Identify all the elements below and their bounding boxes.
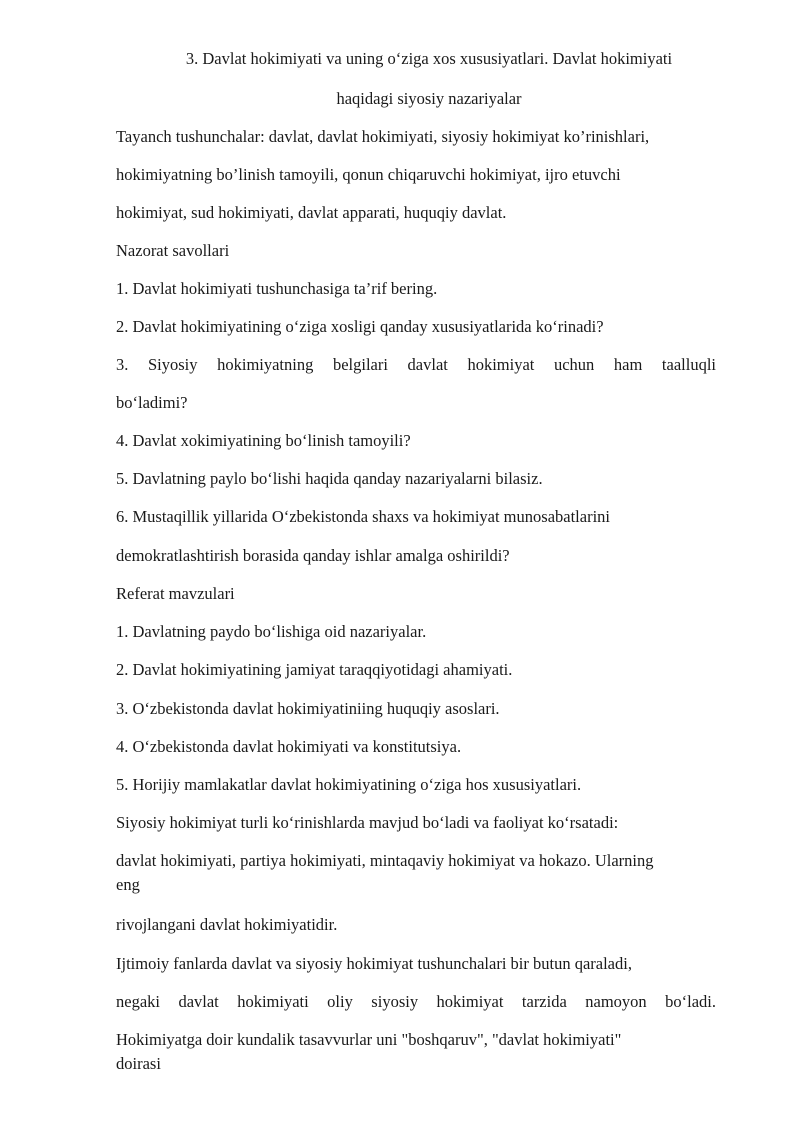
question-item: 5. Davlatning paylo bo‘lishi haqida qanday nazariyalarni bilasiz. [116,469,543,488]
body-paragraph-2-line: doirasi [116,1054,161,1073]
body-paragraph-2-line: Ijtimoiy fanlarda davlat va siyosiy hokimiyat tushunchalari bir butun qaraladi, [116,954,632,973]
question-item: 6. Mustaqillik yillarida O‘zbekistonda shaxs va hokimiyat munosabatlarini [116,507,610,526]
question-item-continuation: demokratlashtirish borasida qanday ishlar amalga oshirildi? [116,546,510,565]
essay-item: 1. Davlatning paydo bo‘lishiga oid nazariyalar. [116,622,427,641]
essay-item: 5. Horijiy mamlakatlar davlat hokimiyatining o‘ziga hos xususiyatlari. [116,775,582,794]
body-paragraph-2-line: Hokimiyatga doir kundalik tasavvurlar uni "boshqaruv", "davlat hokimiyati" [116,1030,622,1049]
body-paragraph-2-line: negaki davlat hokimiyati oliy siyosiy hokimiyat tarzida namoyon bo‘ladi. [116,992,716,1011]
question-item: 2. Davlat hokimiyatining o‘ziga xosligi qanday xususiyatlarida ko‘rinadi? [116,317,604,336]
body-paragraph-1-line: Siyosiy hokimiyat turli ko‘rinishlarda mavjud bo‘ladi va faoliyat ko‘rsatadi: [116,813,619,832]
body-paragraph-1-line: davlat hokimiyati, partiya hokimiyati, mintaqaviy hokimiyat va hokazo. Ularning [116,851,654,870]
question-item: 3. Siyosiy hokimiyatning belgilari davlat hokimiyat uchun ham taalluqli [116,355,716,374]
key-concepts-line-2: hokimiyatning bo’linish tamoyili, qonun chiqaruvchi hokimiyat, ijro etuvchi [116,165,621,184]
question-item: 4. Davlat xokimiyatining bo‘linish tamoyili? [116,431,411,450]
essay-item: 2. Davlat hokimiyatining jamiyat taraqqiyotidagi ahamiyati. [116,660,513,679]
question-item-continuation: bo‘ladimi? [116,393,188,412]
question-item: 1. Davlat hokimiyati tushunchasiga ta’rif bering. [116,279,438,298]
questions-heading: Nazorat savollari [116,241,230,260]
essays-heading: Referat mavzulari [116,584,235,603]
key-concepts-line-1: Tayanch tushunchalar: davlat, davlat hokimiyati, siyosiy hokimiyat ko’rinishlari, [116,127,650,146]
essay-item: 4. O‘zbekistonda davlat hokimiyati va konstitutsiya. [116,737,462,756]
title-line-2: haqidagi siyosiy nazariyalar [336,89,522,108]
body-paragraph-1-line: rivojlangani davlat hokimiyatidir. [116,915,338,934]
key-concepts-line-3: hokimiyat, sud hokimiyati, davlat apparati, huquqiy davlat. [116,203,507,222]
body-paragraph-1-line: eng [116,875,140,894]
title-line-1: 3. Davlat hokimiyati va uning o‘ziga xos xususiyatlari. Davlat hokimiyati [185,49,673,68]
essay-item: 3. O‘zbekistonda davlat hokimiyatiniing huquqiy asoslari. [116,699,500,718]
